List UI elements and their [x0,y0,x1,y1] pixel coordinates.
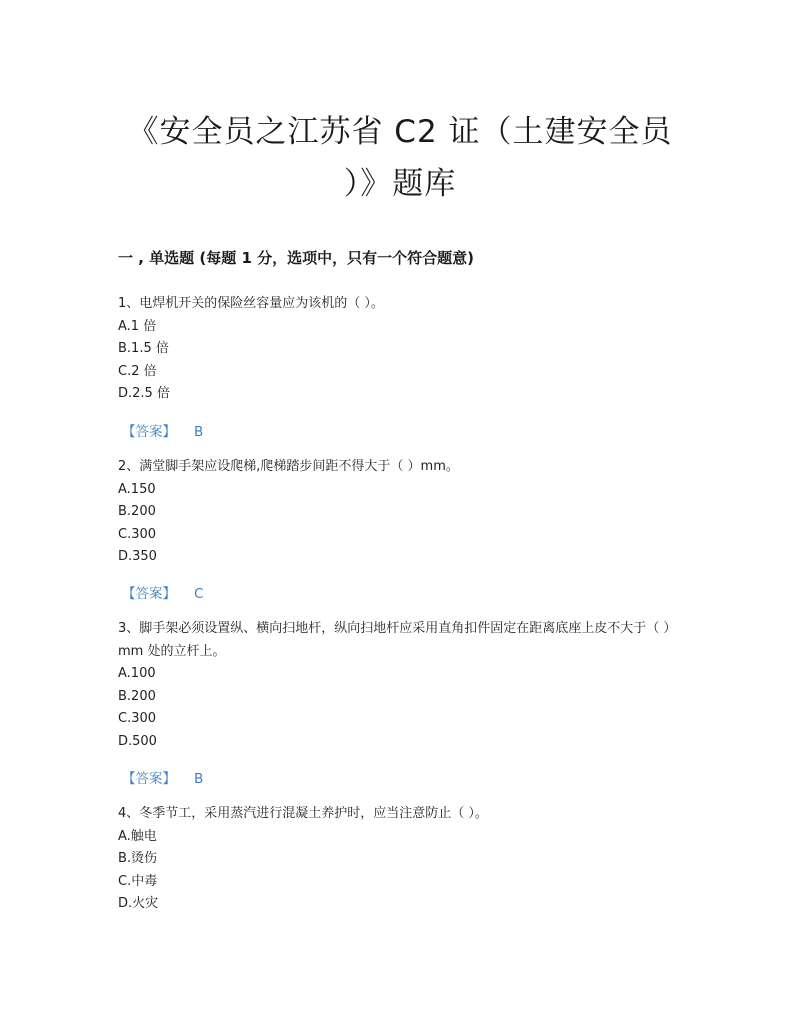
option-a: A.150 [118,481,156,497]
title-line-2: ）》题库 [343,166,457,202]
section-heading: 一 , 单选题 (每题 1 分，选项中，只有一个符合题意) [118,249,474,267]
answer-3 [122,767,203,787]
answer-1 [122,420,203,440]
option-c: C.2 倍 [118,363,157,379]
question-text: 3、脚手架必须设置纵、横向扫地杆，纵向扫地杆应采用直角扣件固定在距离底座上皮不大于（ ）mm 处的立杆上。 [118,621,677,659]
answer-value: B [194,424,204,440]
question-1 [118,293,688,406]
option-d: D.火灾 [118,896,159,911]
option-a: A.触电 [118,828,157,844]
question-text: 1、电焊机开关的保险丝容量应为该机的（ ）。 [118,296,384,311]
question-3 [118,618,688,753]
document-title [110,106,690,210]
answer-value: C [194,586,204,602]
answer-label: 【答案】 [122,771,176,787]
answer-value: B [194,771,204,787]
option-d: D.2.5 倍 [118,386,170,401]
answer-label: 【答案】 [122,586,176,602]
option-a: A.100 [118,666,156,681]
question-2 [118,456,688,569]
option-a: A.1 倍 [118,318,157,334]
question-text: 4、冬季节工，采用蒸汽进行混凝土养护时，应当注意防止（ ）。 [118,806,488,821]
option-b: B.1.5 倍 [118,341,169,356]
option-b: B.200 [118,504,156,519]
option-c: C.300 [118,526,157,542]
option-c: C.300 [118,711,157,726]
option-c: C.中毒 [118,873,158,889]
option-d: D.350 [118,549,157,564]
option-b: B.烫伤 [118,851,158,866]
question-4 [118,803,688,916]
option-d: D.500 [118,733,157,749]
option-b: B.200 [118,688,156,704]
answer-2 [122,582,203,602]
answer-label: 【答案】 [122,424,176,440]
title-line-1: 《安全员之江苏省 C2 证（土建安全员 [127,114,673,150]
question-text: 2、满堂脚手架应设爬梯,爬梯踏步间距不得大于（ ）mm。 [118,459,459,474]
